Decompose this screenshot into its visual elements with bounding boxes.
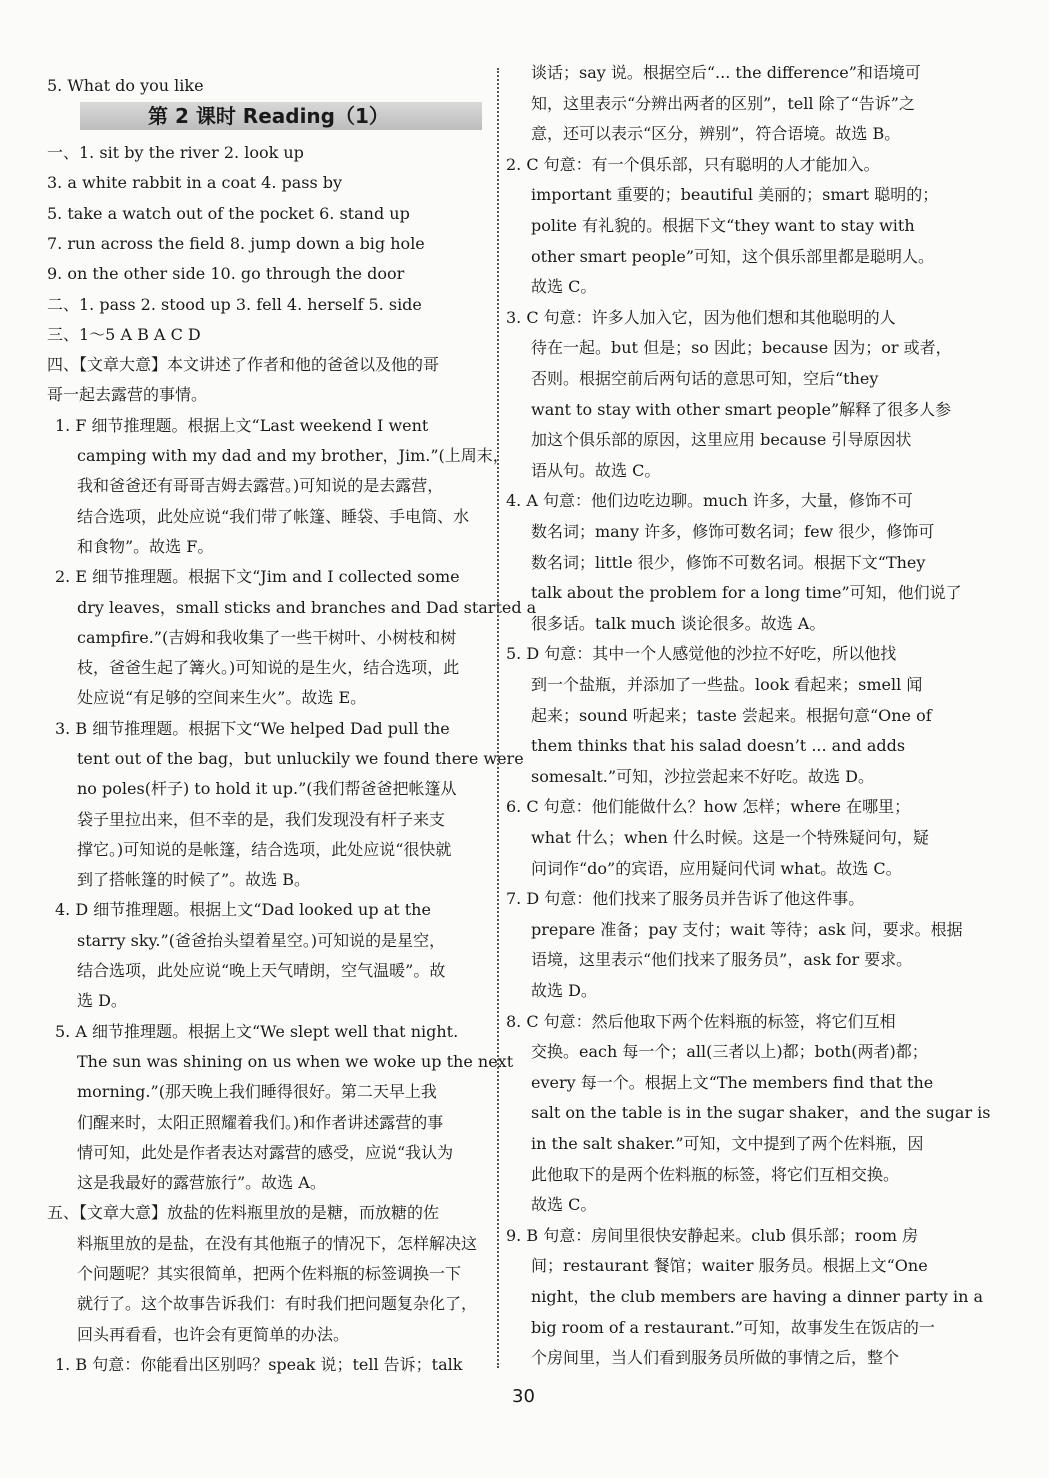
text-line: 料瓶里放的是盐，在没有其他瓶子的情况下，怎样解决这 [77, 1234, 478, 1253]
text-line: starry sky.”(爸爸抬头望着星空。)可知说的是星空， [77, 931, 446, 950]
text-line: every 每一个。根据上文“The members find that the [531, 1073, 934, 1092]
text-line: 和食物”。故选 F。 [77, 537, 214, 556]
text-line: 5. take a watch out of the pocket 6. stand up [47, 204, 410, 223]
text-line: 这是我最好的露营旅行”。故选 A。 [77, 1173, 326, 1192]
text-line: big room of a restaurant.”可知，故事发生在饭店的一 [531, 1318, 935, 1337]
text-line: 此他取下的是两个佐料瓶的标签，将它们互相交换。 [531, 1165, 900, 1184]
text-line: camping with my dad and my brother，Jim.”(上周末， [77, 446, 509, 465]
text-line: 很多话。talk much 谈论很多。故选 A。 [531, 614, 826, 633]
text-line: 1. F 细节推理题。根据上文“Last weekend I went [55, 416, 429, 435]
text-line: 结合选项，此处应说“我们带了帐篷、睡袋、手电筒、水 [77, 507, 470, 526]
text-line: 否则。根据空前后两句话的意思可知，空后“they [531, 369, 879, 388]
text-line: 个房间里，当人们看到服务员所做的事情之后，整个 [531, 1348, 900, 1367]
text-line: no poles(杆子) to hold it up.”(我们帮爸爸把帐篷从 [77, 779, 457, 798]
text-line: 故选 D。 [531, 981, 597, 1000]
text-line: important 重要的；beautiful 美丽的；smart 聪明的； [531, 185, 939, 204]
text-line: 五、【文章大意】放盐的佐料瓶里放的是糖，而放糖的佐 [47, 1203, 440, 1222]
text-line: 1. B 句意：你能看出区别吗？speak 说；tell 告诉；talk [55, 1355, 463, 1374]
text-line: what 什么；when 什么时候。这是一个特殊疑问句，疑 [531, 828, 929, 847]
text-line: 们醒来时，太阳正照耀着我们。)和作者讲述露营的事 [77, 1113, 444, 1132]
text-line: 就行了。这个故事告诉我们：有时我们把问题复杂化了， [77, 1294, 478, 1313]
text-line: 待在一起。but 但是；so 因此；because 因为；or 或者， [531, 338, 952, 357]
text-line: 我和爸爸还有哥哥吉姆去露营。)可知说的是去露营， [77, 476, 444, 495]
text-line: 数名词；little 很少，修饰不可数名词。根据下文“They [531, 553, 926, 572]
text-line: night，the club members are having a dinner party in a [531, 1287, 984, 1306]
text-line: 7. D 句意：他们找来了服务员并告诉了他这件事。 [506, 889, 865, 908]
text-line: 加这个俱乐部的原因，这里应用 because 引导原因状 [531, 430, 912, 449]
text-line: 起来；sound 听起来；taste 尝起来。根据句意“One of [531, 706, 932, 725]
text-line: 问词作“do”的宾语，应用疑问代词 what。故选 C。 [531, 859, 902, 878]
text-line: 到了搭帐篷的时候了”。故选 B。 [77, 870, 311, 889]
text-line: tent out of the bag，but unluckily we found there were [77, 749, 524, 768]
text-line: 意，还可以表示“区分，辨别”，符合语境。故选 B。 [531, 124, 901, 143]
text-line: 5. A 细节推理题。根据上文“We slept well that night. [55, 1022, 459, 1041]
text-line: 二、1. pass 2. stood up 3. fell 4. herself 5. side [47, 295, 422, 314]
page-number: 30 [512, 1386, 535, 1407]
text-line: 5. What do you like [47, 76, 204, 95]
text-line: 故选 C。 [531, 1195, 597, 1214]
text-line: 谈话；say 说。根据空后“... the difference”和语境可 [531, 63, 921, 82]
text-line: dry leaves，small sticks and branches and Dad started a [77, 598, 537, 617]
column-divider [497, 68, 499, 1368]
text-line: 四、【文章大意】本文讲述了作者和他的爸爸以及他的哥 [47, 355, 440, 374]
text-line: 语境，这里表示“他们找来了服务员”，ask for 要求。 [531, 950, 913, 969]
text-line: 个问题呢？其实很简单，把两个佐料瓶的标签调换一下 [77, 1264, 462, 1283]
text-line: 故选 C。 [531, 277, 597, 296]
text-line: 数名词；many 许多，修饰可数名词；few 很少，修饰可 [531, 522, 935, 541]
text-line: 4. D 细节推理题。根据上文“Dad looked up at the [55, 900, 431, 919]
text-line: 处应说“有足够的空间来生火”。故选 E。 [77, 688, 367, 707]
text-line: The sun was shining on us when we woke up the next [77, 1052, 514, 1071]
text-line: 回头再看看，也许会有更简单的办法。 [77, 1325, 350, 1344]
text-line: 撑它。)可知说的是帐篷，结合选项，此处应说“很快就 [77, 840, 452, 859]
text-line: somesalt.”可知，沙拉尝起来不好吃。故选 D。 [531, 767, 874, 786]
text-line: 哥一起去露营的事情。 [47, 385, 208, 404]
text-line: 3. C 句意：许多人加入它，因为他们想和其他聪明的人 [506, 308, 896, 327]
text-line: 9. B 句意：房间里很快安静起来。club 俱乐部；room 房 [506, 1226, 919, 1245]
lesson-title: 第 2 课时 Reading（1） [148, 104, 389, 128]
text-line: 2. E 细节推理题。根据下文“Jim and I collected some [55, 567, 460, 586]
text-line: in the salt shaker.”可知，文中提到了两个佐料瓶，因 [531, 1134, 924, 1153]
text-line: 语从句。故选 C。 [531, 461, 661, 480]
text-line: campfire.”(吉姆和我收集了一些干树叶、小树枝和树 [77, 628, 457, 647]
text-line: polite 有礼貌的。根据下文“they want to stay with [531, 216, 915, 235]
text-line: morning.”(那天晚上我们睡得很好。第二天早上我 [77, 1082, 437, 1101]
text-line: 枝，爸爸生起了篝火。)可知说的是生火，结合选项，此 [77, 658, 460, 677]
text-line: 6. C 句意：他们能做什么？how 怎样；where 在哪里； [506, 797, 911, 816]
text-line: 三、1～5 A B A C D [47, 325, 201, 344]
text-line: other smart people”可知，这个俱乐部里都是聪明人。 [531, 247, 935, 266]
text-line: prepare 准备；pay 支付；wait 等待；ask 问，要求。根据 [531, 920, 963, 939]
text-line: 情可知，此处是作者表达对露营的感受，应说“我认为 [77, 1143, 454, 1162]
text-line: 9. on the other side 10. go through the door [47, 264, 405, 283]
text-line: 2. C 句意：有一个俱乐部，只有聪明的人才能加入。 [506, 155, 880, 174]
text-line: 3. a white rabbit in a coat 4. pass by [47, 173, 343, 192]
text-line: 7. run across the field 8. jump down a big hole [47, 234, 425, 253]
text-line: 到一个盐瓶，并添加了一些盐。look 看起来；smell 闻 [531, 675, 923, 694]
text-line: 一、1. sit by the river 2. look up [47, 143, 304, 162]
text-line: 间；restaurant 餐馆；waiter 服务员。根据上文“One [531, 1256, 928, 1275]
text-line: 交换。each 每一个；all(三者以上)都；both(两者)都； [531, 1042, 928, 1061]
text-line: 5. D 句意：其中一个人感觉他的沙拉不好吃，所以他找 [506, 644, 897, 663]
text-line: want to stay with other smart people”解释了很多人参 [531, 400, 952, 419]
text-line: 知，这里表示“分辨出两者的区别”，tell 除了“告诉”之 [531, 94, 915, 113]
text-line: 3. B 细节推理题。根据下文“We helped Dad pull the [55, 719, 450, 738]
text-line: 袋子里拉出来，但不幸的是，我们发现没有杆子来支 [77, 810, 446, 829]
text-line: salt on the table is in the sugar shaker，and the sugar is [531, 1103, 991, 1122]
text-line: 选 D。 [77, 991, 127, 1010]
text-line: 结合选项，此处应说“晚上天气晴朗，空气温暖”。故 [77, 961, 446, 980]
text-line: 8. C 句意：然后他取下两个佐料瓶的标签，将它们互相 [506, 1012, 896, 1031]
text-line: talk about the problem for a long time”可知，他们说了 [531, 583, 962, 602]
text-line: them thinks that his salad doesn’t ... and adds [531, 736, 906, 755]
text-line: 4. A 句意：他们边吃边聊。much 许多，大量，修饰不可 [506, 491, 913, 510]
